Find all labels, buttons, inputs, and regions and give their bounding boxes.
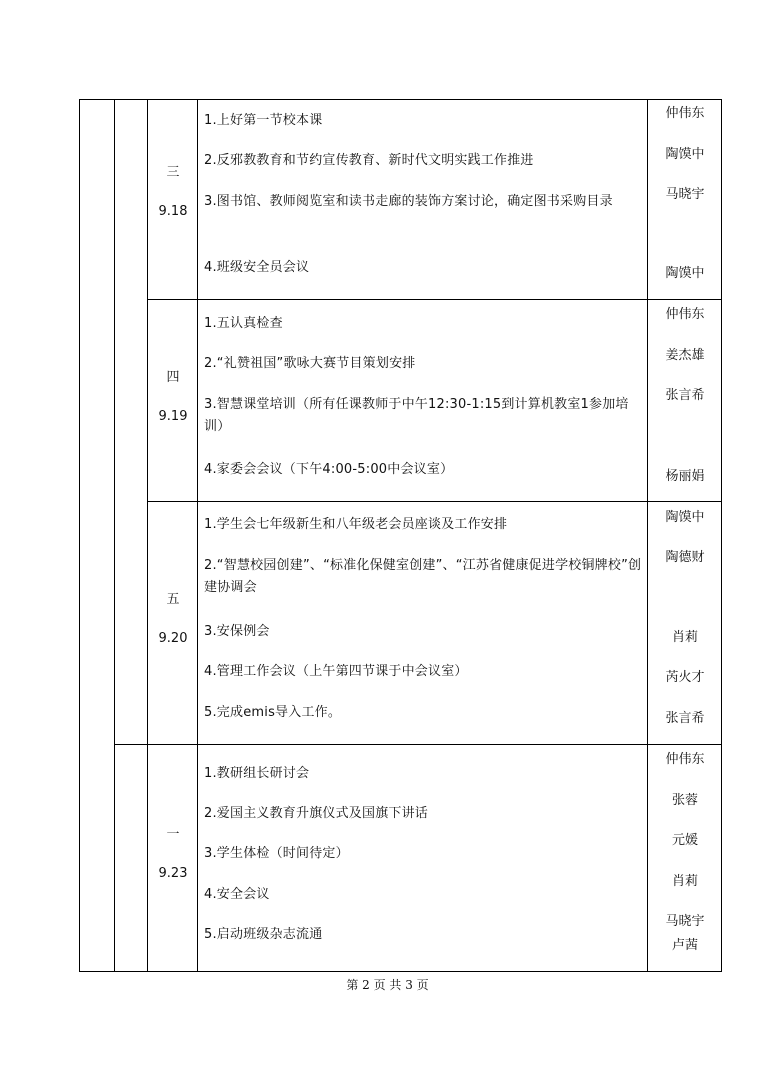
agenda-item: 5.完成emis导入工作。 [204,705,342,720]
date-label: 9.23 [158,866,188,881]
responsible-person: 杨丽娟 [665,469,705,484]
day-cell [148,828,198,880]
agenda-item: 4.安全会议 [204,887,270,902]
agenda-item: 3.图书馆、教师阅览室和读书走廊的装饰方案讨论，确定图书采购目录 [204,194,613,209]
agenda-item: 1.学生会七年级新生和八年级老会员座谈及工作安排 [204,517,508,532]
agenda-item: 2.反邪教教育和节约宣传教育、新时代文明实践工作推进 [204,153,534,168]
agenda-item: 2.“礼赞祖国”歌咏大赛节目策划安排 [204,356,416,371]
table-column-divider [647,99,648,972]
agenda-item: 5.启动班级杂志流通 [204,927,323,942]
weekday-label: 一 [166,827,180,842]
weekday-label: 四 [166,370,180,385]
responsible-person: 陶馍中 [665,266,705,281]
day-cell [148,593,198,645]
day-cell [148,371,198,423]
agenda-item: 4.家委会会议（下午4:00-5:00中会议室） [204,462,454,477]
agenda-item: 1.上好第一节校本课 [204,113,323,128]
responsible-person: 陶馍中 [665,510,705,525]
responsible-person: 陶馍中 [665,147,705,162]
date-label: 9.20 [158,631,188,646]
row-divider [114,744,722,745]
responsible-person: 仲伟东 [665,106,705,121]
table-border-right [721,99,722,972]
agenda-item: 2.“智慧校园创建”、“标准化保健室创建”、“江苏省健康促进学校铜牌校”创建协调会 [204,558,642,595]
responsible-person: 仲伟东 [665,752,705,767]
responsible-person: 张蓉 [671,793,698,808]
agenda-item: 3.智慧课堂培训（所有任课教师于中午12:30-1:15到计算机教室1参加培训） [204,397,629,434]
responsible-person: 元媛 [671,833,698,848]
agenda-item: 2.爱国主义教育升旗仪式及国旗下讲话 [204,806,429,821]
table-border-top [79,99,722,100]
weekday-label: 五 [166,592,180,607]
row-divider [147,299,722,300]
responsible-person: 马晓宇 [665,914,705,929]
agenda-item: 3.安保例会 [204,624,270,639]
table-border-bottom [79,971,722,972]
responsible-person: 卢茜 [671,938,698,953]
date-label: 9.18 [158,204,188,219]
row-divider [147,501,722,502]
responsible-person: 肖莉 [671,630,698,645]
day-cell [148,166,198,218]
responsible-person: 张言希 [665,711,705,726]
responsible-person: 芮火才 [665,670,705,685]
date-label: 9.19 [158,409,188,424]
responsible-person: 肖莉 [671,874,698,889]
responsible-person: 仲伟东 [665,307,705,322]
agenda-item: 3.学生体检（时间待定） [204,846,349,861]
agenda-item: 4.班级安全员会议 [204,260,310,275]
responsible-person: 马晓宇 [665,187,705,202]
agenda-item: 1.教研组长研讨会 [204,766,310,781]
responsible-person: 姜杰雄 [665,348,705,363]
responsible-person: 陶德财 [665,550,705,565]
table-column-divider [114,99,115,972]
agenda-item: 4.管理工作会议（上午第四节课于中会议室） [204,664,468,679]
agenda-item: 1.五认真检查 [204,316,283,331]
table-border-left [79,99,80,972]
weekday-label: 三 [166,165,180,180]
page-number-footer: 第 2 页 共 3 页 [346,978,429,992]
responsible-person: 张言希 [665,388,705,403]
